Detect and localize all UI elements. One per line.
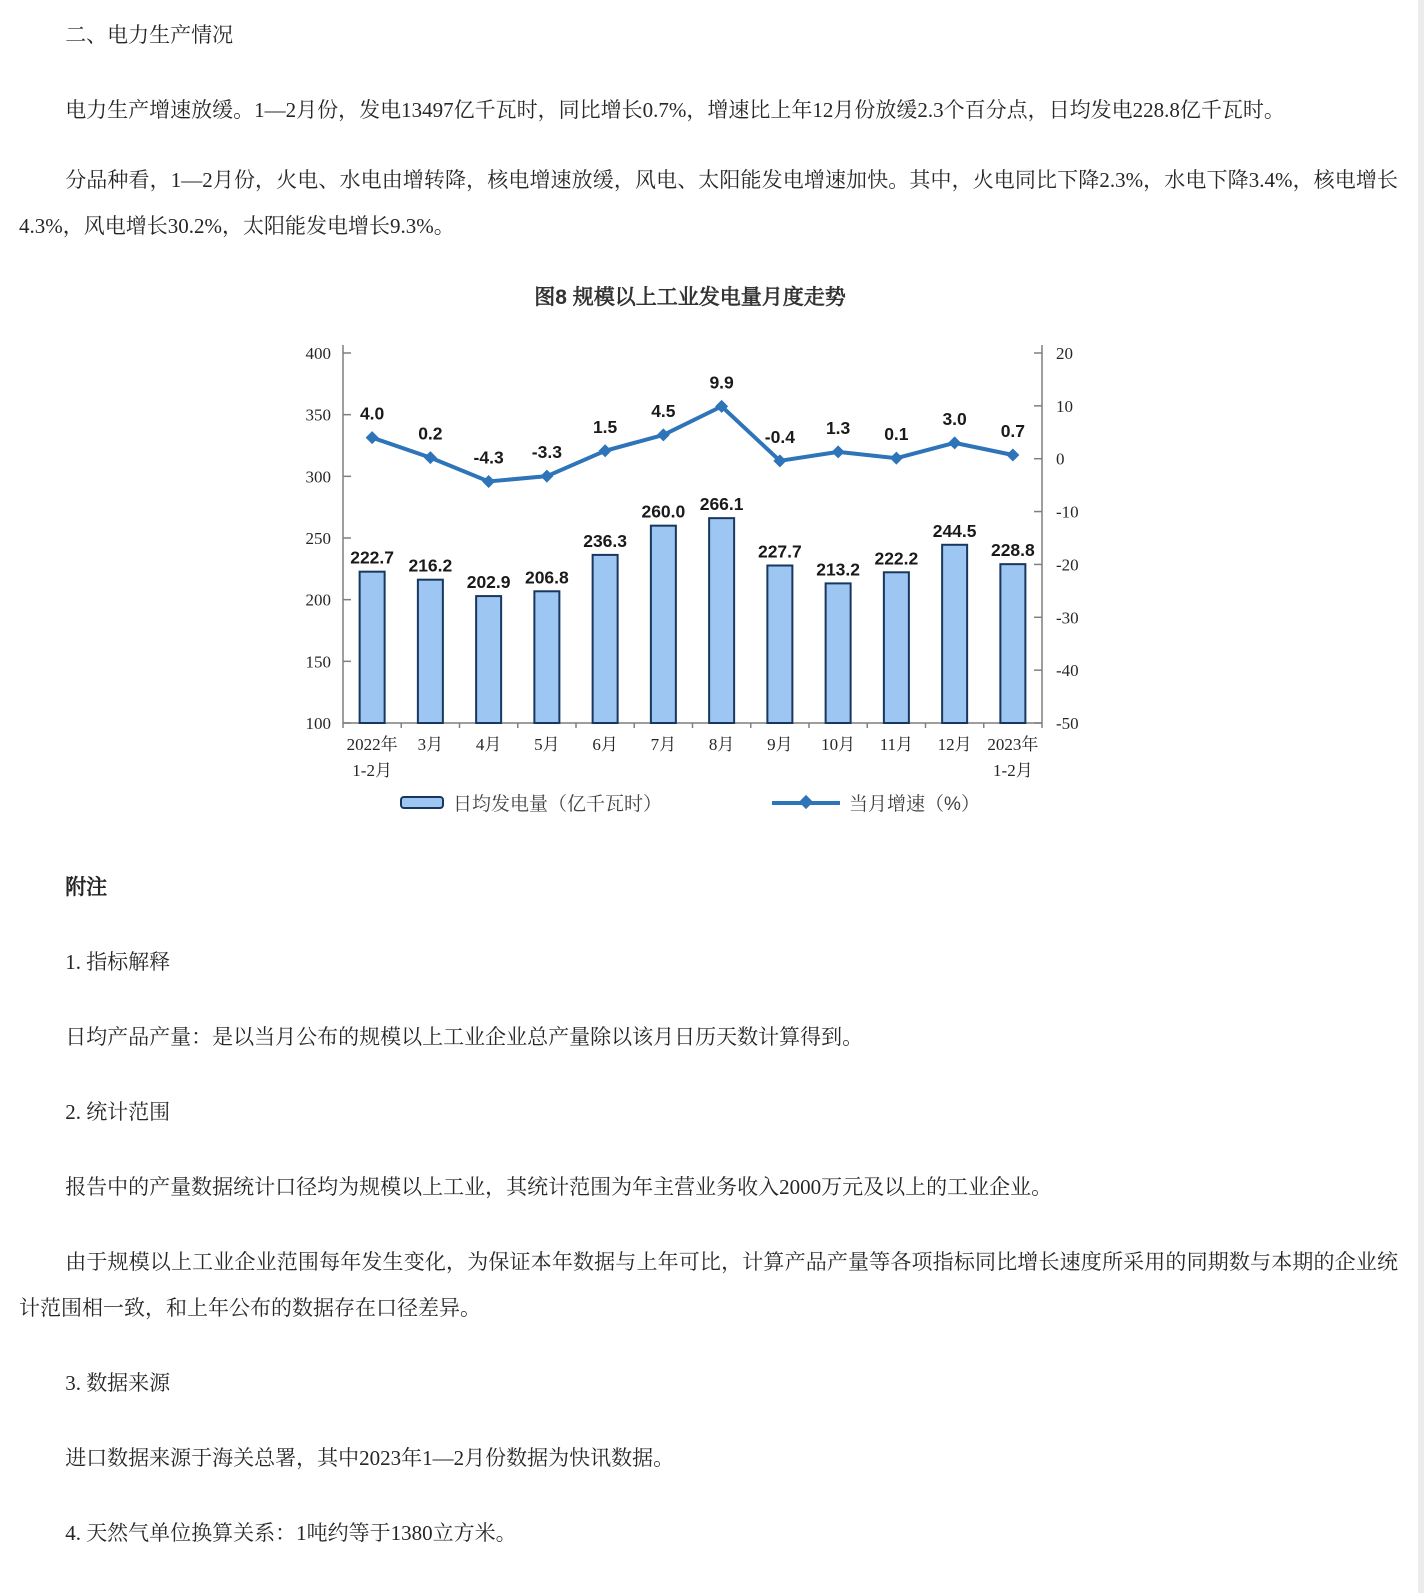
notes-heading: 附注 [65, 875, 108, 899]
svg-text:2023年: 2023年 [987, 735, 1039, 754]
svg-text:250: 250 [305, 529, 331, 548]
svg-text:-40: -40 [1056, 661, 1079, 681]
bar-swatch-icon [400, 796, 444, 809]
paragraph-by-fuel-type: 分品种看，1—2月份，火电、水电由增转降，核电增速放缓，风电、太阳能发电增速加快。其中，火电同比下降2.3%，水电下降3.4%，核电增长4.3%，风电增长30.2%，太阳能发电增长9.3%。 [19, 168, 1398, 238]
svg-text:-20: -20 [1056, 555, 1079, 575]
svg-text:7月: 7月 [650, 735, 677, 754]
note-item-5: 由于规模以上工业企业范围每年发生变化，为保证本年数据与上年可比，计算产品产量等各项指标同比增长速度所采用的同期数与本期的企业统计范围相一致，和上年公布的数据存在口径差异。 [19, 1250, 1398, 1320]
paragraph-power-production: 电力生产增速放缓。1—2月份，发电13497亿千瓦时，同比增长0.7%，增速比上年12月份放缓2.3个百分点，日均发电228.8亿千瓦时。 [65, 98, 1285, 122]
section-heading: 二、电力生产情况 [65, 23, 234, 47]
svg-text:-3.3: -3.3 [531, 442, 562, 463]
svg-text:100: 100 [305, 714, 331, 733]
svg-text:3月: 3月 [417, 735, 444, 754]
svg-text:-30: -30 [1056, 608, 1079, 628]
note-item-2: 日均产品产量：是以当月公布的规模以上工业企业总产量除以该月日历天数计算得到。 [65, 1025, 864, 1049]
svg-text:9.9: 9.9 [709, 372, 734, 393]
svg-text:3.0: 3.0 [942, 408, 967, 429]
svg-text:5月: 5月 [534, 735, 560, 754]
svg-text:1-2月: 1-2月 [352, 761, 392, 780]
x-axis-labels [347, 734, 1039, 780]
svg-text:222.2: 222.2 [874, 548, 919, 569]
svg-text:9月: 9月 [767, 735, 793, 754]
svg-text:4月: 4月 [475, 735, 502, 754]
legend-item-bar-series [400, 789, 662, 816]
line-series [360, 372, 1025, 488]
svg-text:228.8: 228.8 [990, 540, 1035, 561]
bar-line-chart [270, 337, 1110, 789]
svg-text:2022年: 2022年 [346, 735, 398, 754]
svg-text:1-2月: 1-2月 [993, 761, 1033, 780]
svg-text:244.5: 244.5 [932, 520, 977, 541]
svg-text:1.5: 1.5 [592, 416, 618, 437]
svg-text:236.3: 236.3 [583, 530, 628, 551]
note-item-8: 4. 天然气单位换算关系：1吨约等于1380立方米。 [65, 1521, 517, 1545]
svg-text:20: 20 [1056, 344, 1073, 363]
note-item-4: 报告中的产量数据统计口径均为规模以上工业，其统计范围为年主营业务收入2000万元及以上的工业企业。 [65, 1175, 1053, 1199]
svg-text:200: 200 [305, 590, 331, 610]
svg-text:0.1: 0.1 [884, 424, 909, 445]
svg-text:227.7: 227.7 [757, 541, 802, 562]
svg-text:-10: -10 [1056, 502, 1079, 522]
svg-text:0.7: 0.7 [1000, 421, 1026, 442]
svg-text:10月: 10月 [821, 735, 856, 754]
diamond-marker-icon [799, 795, 813, 809]
svg-text:-50: -50 [1056, 714, 1079, 733]
svg-text:300: 300 [305, 467, 331, 487]
svg-text:10: 10 [1056, 396, 1073, 416]
svg-text:6月: 6月 [592, 735, 618, 754]
svg-text:0.2: 0.2 [418, 423, 443, 444]
svg-text:11月: 11月 [879, 735, 914, 754]
svg-text:8月: 8月 [708, 735, 735, 754]
legend-label-bar: 日均发电量（亿千瓦时） [453, 794, 663, 815]
svg-text:213.2: 213.2 [816, 559, 861, 580]
svg-text:202.9: 202.9 [466, 572, 511, 593]
svg-text:222.7: 222.7 [350, 547, 395, 568]
note-item-6: 3. 数据来源 [65, 1371, 171, 1395]
svg-text:4.5: 4.5 [651, 400, 676, 421]
note-item-3: 2. 统计范围 [65, 1100, 171, 1124]
svg-text:266.1: 266.1 [699, 494, 744, 515]
scrollbar-track[interactable] [1418, 0, 1424, 1593]
note-item-7: 进口数据来源于海关总署，其中2023年1—2月份数据为快讯数据。 [65, 1446, 675, 1470]
bar-series [350, 494, 1035, 723]
svg-text:260.0: 260.0 [641, 501, 686, 522]
chart-legend [270, 789, 1110, 816]
note-item-1: 1. 指标解释 [65, 950, 171, 974]
legend-label-line: 当月增速（%） [849, 794, 980, 815]
svg-text:400: 400 [305, 344, 331, 363]
line-swatch-icon [772, 801, 840, 805]
svg-text:12月: 12月 [937, 735, 972, 754]
svg-text:0: 0 [1056, 449, 1065, 469]
svg-text:150: 150 [305, 652, 331, 672]
svg-text:-0.4: -0.4 [764, 426, 795, 447]
chart-title: 图8 规模以上工业发电量月度走势 [534, 286, 846, 309]
svg-text:216.2: 216.2 [408, 555, 453, 576]
figure-8 [270, 283, 1110, 816]
svg-text:4.0: 4.0 [359, 403, 385, 424]
svg-text:350: 350 [305, 405, 331, 425]
svg-text:-4.3: -4.3 [473, 447, 504, 468]
legend-item-line-series [772, 789, 980, 816]
svg-text:206.8: 206.8 [524, 567, 569, 588]
svg-text:1.3: 1.3 [825, 417, 851, 438]
